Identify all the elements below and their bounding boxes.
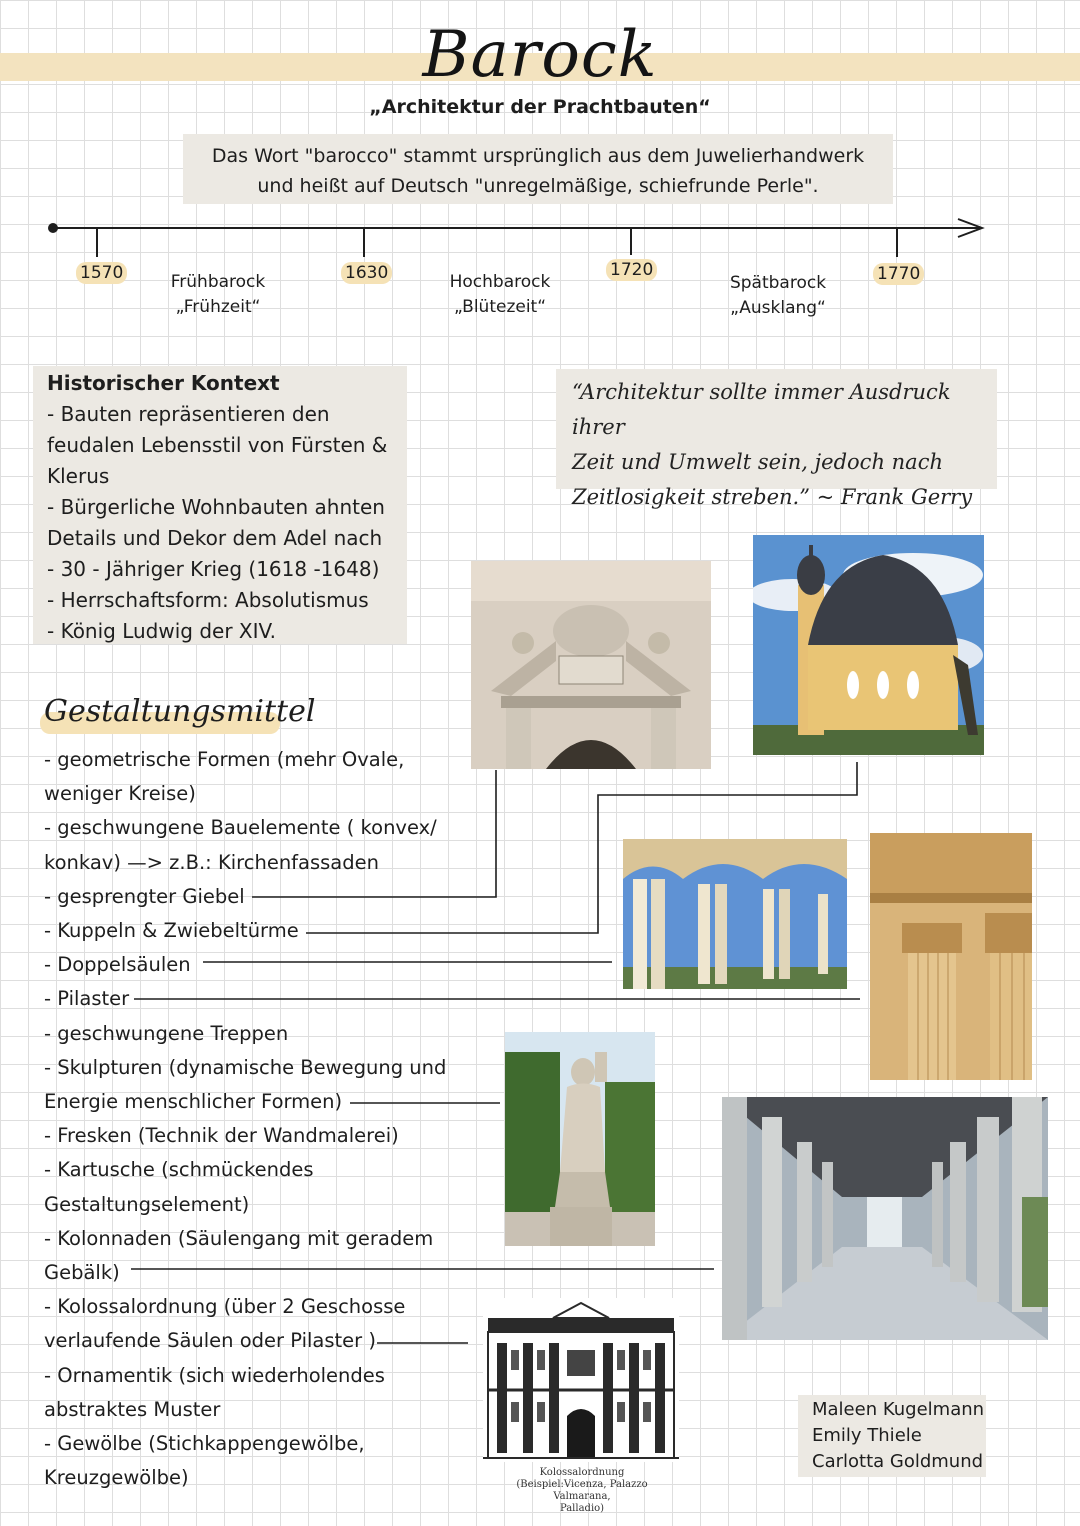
design-line: - gesprengter Giebel	[44, 884, 245, 908]
figure-caption	[490, 1467, 674, 1515]
era-name: Hochbarock	[449, 272, 551, 292]
design-heading: Gestaltungsmittel	[44, 694, 316, 729]
design-line: - Skulpturen (dynamische Bewegung und	[44, 1055, 447, 1079]
colonnade-photo	[722, 1097, 1048, 1340]
timeline-era	[430, 270, 570, 320]
dome-church-photo	[753, 535, 984, 755]
double-columns-photo	[623, 839, 847, 989]
timeline-year: 1770	[873, 263, 924, 285]
timeline-year: 1570	[76, 262, 127, 284]
timeline-axis	[40, 215, 1000, 260]
design-line: - Gewölbe (Stichkappengewölbe,	[44, 1432, 365, 1456]
design-line: - Ornamentik (sich wiederholendes	[44, 1363, 385, 1387]
design-line: Gebälk)	[44, 1261, 120, 1285]
design-line: Kreuzgewölbe)	[44, 1466, 189, 1490]
context-text	[47, 368, 407, 647]
pilaster-photo	[870, 833, 1032, 1080]
timeline-year: 1630	[341, 262, 392, 284]
design-line: - Kolonnaden (Säulengang mit geradem	[44, 1226, 434, 1250]
authors-box	[798, 1395, 986, 1477]
author-name: Carlotta Goldmund	[812, 1451, 984, 1472]
context-line: - 30 - Jähriger Krieg (1618 -1648)	[47, 557, 380, 581]
caption-line: Palladio)	[559, 1503, 605, 1514]
design-line: - geschwungene Treppen	[44, 1021, 289, 1045]
quote-line: Zeit und Umwelt sein, jedoch nach	[572, 450, 943, 474]
design-line: abstraktes Muster	[44, 1397, 221, 1421]
design-line: - Fresken (Technik der Wandmalerei)	[44, 1124, 399, 1148]
author-name: Maleen Kugelmann	[812, 1399, 985, 1420]
caption-line: (Beispiel:Vicenza, Palazzo Valmarana,	[516, 1479, 648, 1502]
definition-line: und heißt auf Deutsch "unregelmäßige, schiefrunde Perle".	[257, 175, 819, 197]
context-line: feudalen Lebensstil von Fürsten &	[47, 433, 388, 457]
design-line: - Kolossalordnung (über 2 Geschosse	[44, 1295, 406, 1319]
design-line: Gestaltungselement)	[44, 1192, 250, 1216]
page-subtitle: „Architektur der Prachtbauten“	[369, 96, 711, 118]
design-line: weniger Kreise)	[44, 782, 196, 806]
era-desc: „Ausklang“	[730, 298, 826, 318]
design-line: - Pilaster	[44, 987, 130, 1011]
sculpture-photo	[505, 1032, 655, 1246]
era-desc: „Frühzeit“	[175, 297, 261, 317]
context-line: - Herrschaftsform: Absolutismus	[47, 588, 369, 612]
quote-line: Zeitlosigkeit streben.” ~ Frank Gerry	[572, 485, 973, 509]
context-line: - König Ludwig der XIV.	[47, 619, 276, 643]
definition-line: Das Wort "barocco" stammt ursprünglich aus dem Juwelierhandwerk	[211, 145, 865, 167]
era-name: Spätbarock	[729, 273, 827, 293]
era-desc: „Blütezeit“	[453, 297, 547, 317]
design-line: - Kartusche (schmückendes	[44, 1158, 314, 1182]
context-heading: Historischer Kontext	[47, 371, 280, 395]
timeline-era	[148, 270, 288, 320]
design-line: Energie menschlicher Formen)	[44, 1090, 343, 1114]
era-name: Frühbarock	[170, 272, 266, 292]
definition-box	[183, 134, 893, 204]
author-name: Emily Thiele	[812, 1425, 922, 1446]
timeline-year: 1720	[606, 259, 657, 281]
pediment-photo	[471, 561, 711, 769]
design-list	[44, 743, 464, 1495]
context-line: - Bürgerliche Wohnbauten ahnten	[47, 495, 385, 519]
context-line: Klerus	[47, 464, 110, 488]
design-line: verlaufende Säulen oder Pilaster )	[44, 1329, 376, 1353]
caption-line: Kolossalordnung	[539, 1467, 625, 1478]
timeline-era	[708, 271, 848, 321]
palazzo-drawing	[483, 1298, 679, 1462]
quote-box	[556, 369, 997, 509]
design-line: - geometrische Formen (mehr Ovale,	[44, 748, 405, 771]
page-title: Barock	[422, 18, 658, 92]
context-line: - Bauten repräsentieren den	[47, 402, 330, 426]
design-line: konkav) —> z.B.: Kirchenfassaden	[44, 850, 379, 874]
design-line: - Kuppeln & Zwiebeltürme	[44, 919, 299, 943]
quote-line: “Architektur sollte immer Ausdruck ihrer	[572, 380, 951, 439]
design-line: - geschwungene Bauelemente ( konvex/	[44, 816, 437, 840]
design-line: - Doppelsäulen	[44, 953, 191, 977]
context-line: Details und Dekor dem Adel nach	[47, 526, 383, 550]
